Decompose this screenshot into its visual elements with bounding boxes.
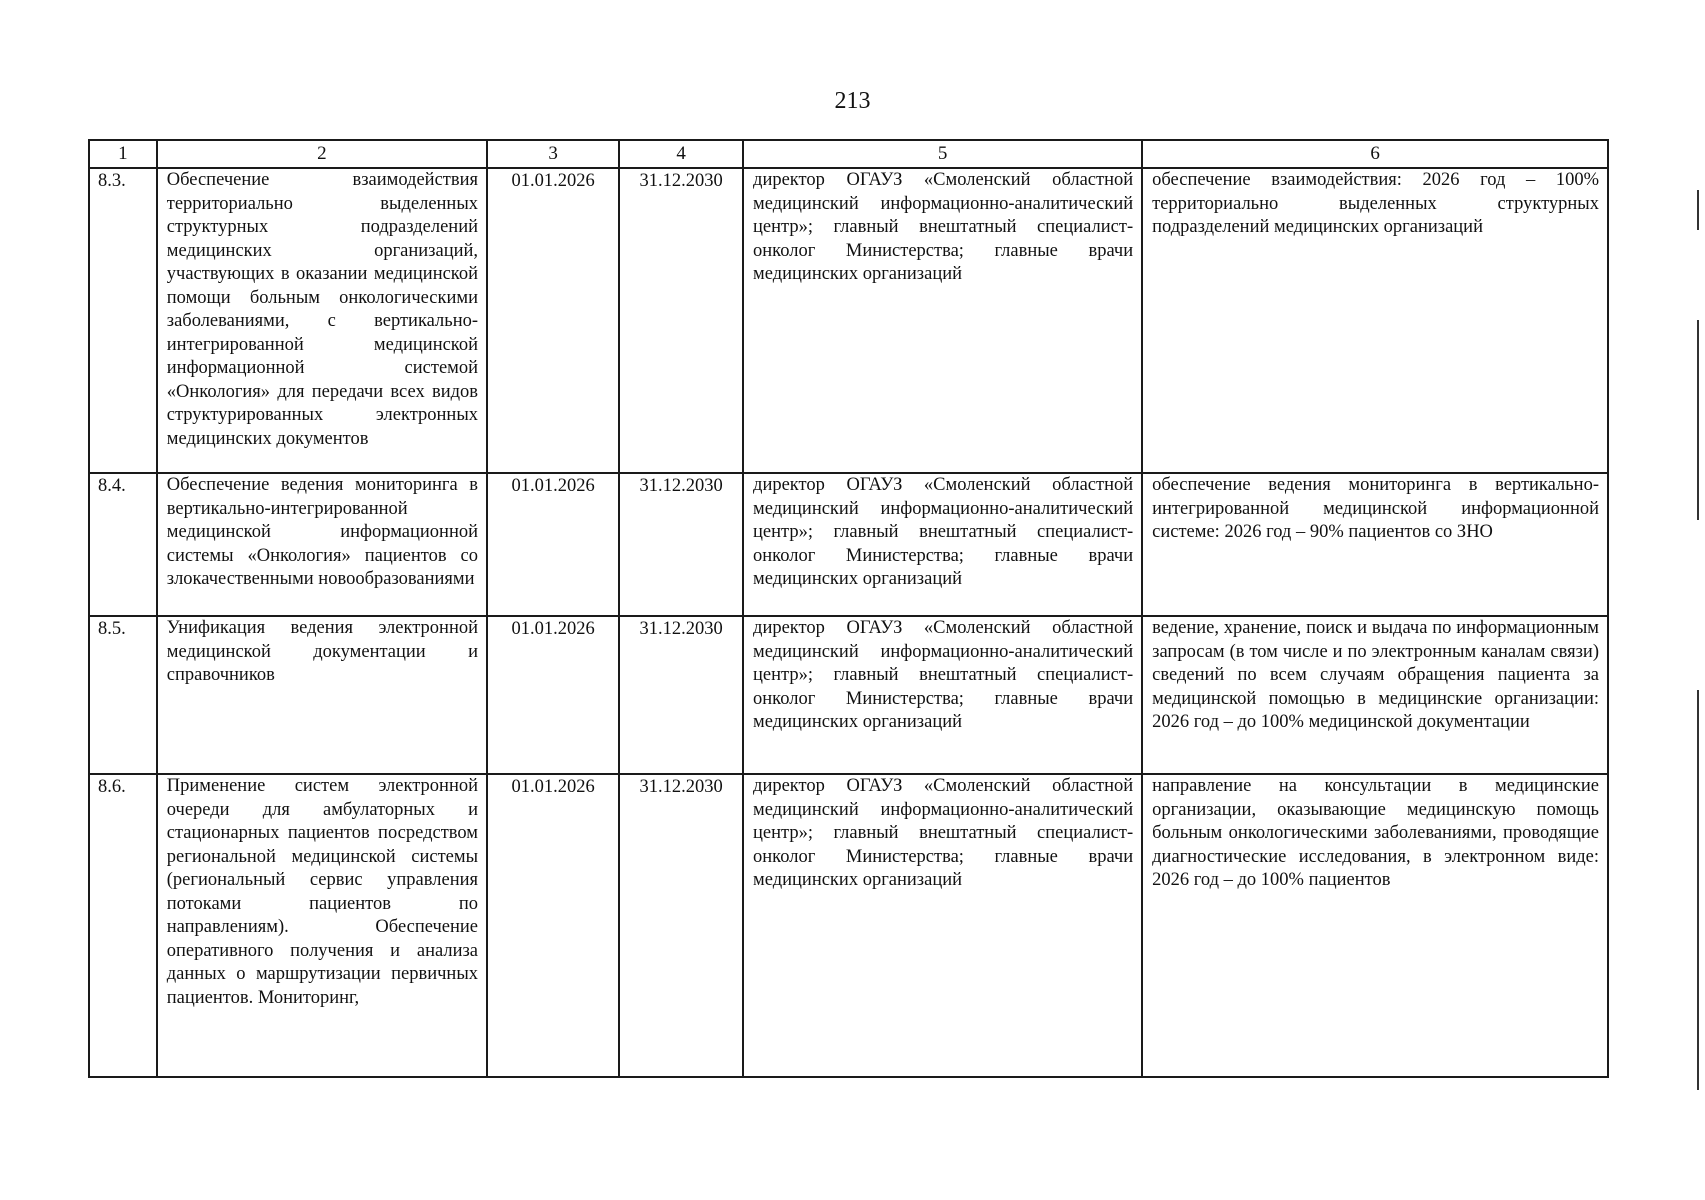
start-date: 01.01.2026	[487, 616, 619, 774]
task-description: Применение систем электронной очереди для амбулаторных и стационарных пациентов посредством региональной медицинской системы (региональный сервис управления потоками пациентов по направлениям). Обеспечение оперативного получения и анализа данных о маршрутизации первичных пациентов. Мониторинг,	[157, 774, 487, 1077]
task-description: Обеспечение ведения мониторинга в вертикально-интегрированной медицинской информационной системы «Онкология» пациентов со злокачественными новообразованиями	[157, 473, 487, 616]
end-date: 31.12.2030	[619, 616, 743, 774]
start-date: 01.01.2026	[487, 168, 619, 473]
header-col-2: 2	[157, 140, 487, 168]
page-number: 213	[834, 88, 871, 114]
scan-margin-line	[1697, 690, 1699, 1090]
expected-result: направление на консультации в медицинские организации, оказывающие медицинскую помощь больным онкологическими заболеваниями, проводящие диагностические исследования, в электронном виде: 2026 год – до 100% пациентов	[1142, 774, 1608, 1077]
row-number: 8.4.	[89, 473, 157, 616]
end-date: 31.12.2030	[619, 774, 743, 1077]
responsible-parties: директор ОГАУЗ «Смоленский областной медицинский информационно-аналитический центр»; главный внештатный специалист-онколог Министерства; главные врачи медицинских организаций	[743, 168, 1142, 473]
expected-result: ведение, хранение, поиск и выдача по информационным запросам (в том числе и по электронным каналам связи) сведений по всем случаям обращения пациента за медицинской помощью в медицинские организации: 2026 год – до 100% медицинской документации	[1142, 616, 1608, 774]
table-row	[89, 616, 1608, 774]
scan-margin-line	[1697, 190, 1699, 230]
table-row	[89, 774, 1608, 1077]
expected-result: обеспечение взаимодействия: 2026 год – 100% территориально выделенных структурных подразделений медицинских организаций	[1142, 168, 1608, 473]
end-date: 31.12.2030	[619, 168, 743, 473]
table-row	[89, 473, 1608, 616]
expected-result: обеспечение ведения мониторинга в вертикально-интегрированной медицинской информационной системе: 2026 год – 90% пациентов со ЗНО	[1142, 473, 1608, 616]
header-row	[89, 140, 1608, 168]
header-col-4: 4	[619, 140, 743, 168]
row-number: 8.6.	[89, 774, 157, 1077]
responsible-parties: директор ОГАУЗ «Смоленский областной медицинский информационно-аналитический центр»; главный внештатный специалист-онколог Министерства; главные врачи медицинских организаций	[743, 774, 1142, 1077]
scan-margin-line	[1697, 320, 1699, 520]
header-col-1: 1	[89, 140, 157, 168]
row-number: 8.3.	[89, 168, 157, 473]
responsible-parties: директор ОГАУЗ «Смоленский областной медицинский информационно-аналитический центр»; главный внештатный специалист-онколог Министерства; главные врачи медицинских организаций	[743, 616, 1142, 774]
row-number: 8.5.	[89, 616, 157, 774]
header-col-6: 6	[1142, 140, 1608, 168]
measures-table	[88, 139, 1609, 1078]
responsible-parties: директор ОГАУЗ «Смоленский областной медицинский информационно-аналитический центр»; главный внештатный специалист-онколог Министерства; главные врачи медицинских организаций	[743, 473, 1142, 616]
end-date: 31.12.2030	[619, 473, 743, 616]
header-col-5: 5	[743, 140, 1142, 168]
header-col-3: 3	[487, 140, 619, 168]
start-date: 01.01.2026	[487, 473, 619, 616]
task-description: Унификация ведения электронной медицинской документации и справочников	[157, 616, 487, 774]
table-row	[89, 168, 1608, 473]
start-date: 01.01.2026	[487, 774, 619, 1077]
task-description: Обеспечение взаимодействия территориально выделенных структурных подразделений медицинских организаций, участвующих в оказании медицинской помощи больным онкологическими заболеваниями, с вертикально-интегрированной медицинской информационной системой «Онкология» для передачи всех видов структурированных электронных медицинских документов	[157, 168, 487, 473]
